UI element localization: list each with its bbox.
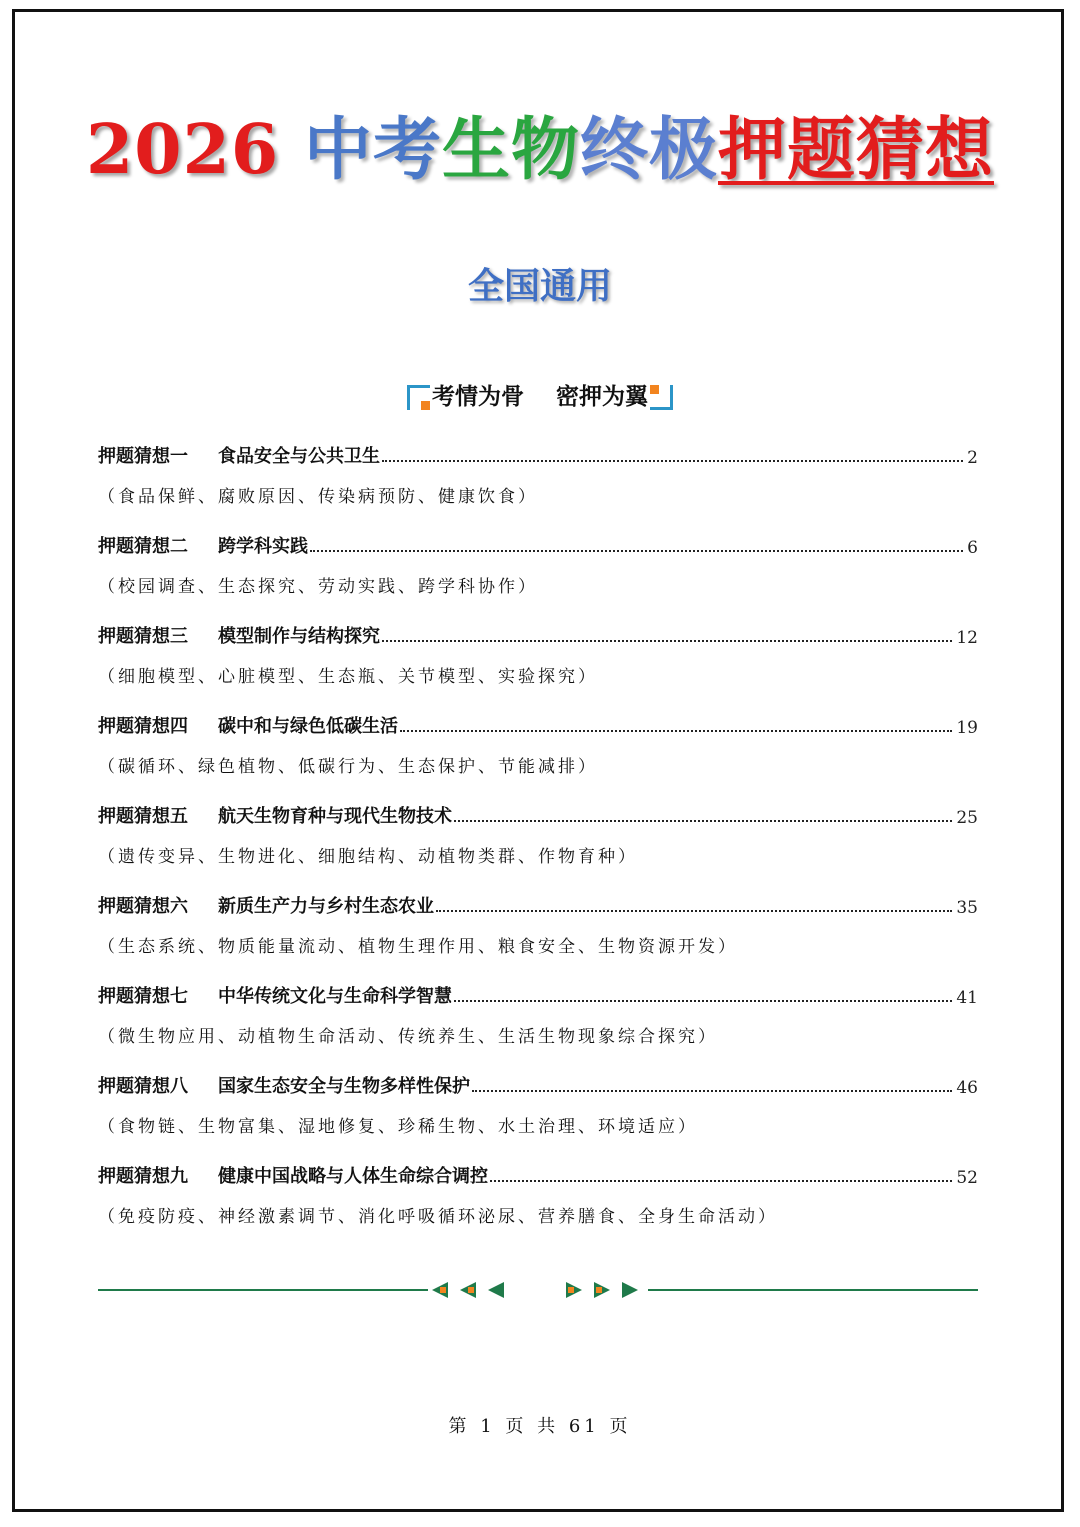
toc-subtitle: （细胞模型、心脏模型、生态瓶、关节模型、实验探究）	[98, 667, 598, 687]
toc-leader-dots	[310, 549, 963, 552]
toc-title: 跨学科实践	[218, 536, 308, 557]
arrow-dot-icon	[440, 1287, 446, 1293]
toc-page: 52	[956, 1168, 978, 1188]
title-part4: 押题猜想	[717, 111, 994, 190]
motto-left: 考情为骨	[431, 384, 524, 410]
toc-page: 19	[956, 718, 978, 738]
toc-leader-dots	[382, 639, 952, 642]
motto-right: 密押为翼	[556, 384, 649, 410]
toc-page: 35	[956, 898, 978, 918]
toc-subtitle: （生态系统、物质能量流动、植物生理作用、粮食安全、生物资源开发）	[98, 937, 738, 957]
toc-number: 押题猜想四	[98, 716, 188, 737]
toc-number: 押题猜想二	[98, 536, 188, 557]
title-part2: 生物	[441, 111, 580, 190]
toc-number: 押题猜想六	[98, 896, 188, 917]
toc-title: 模型制作与结构探究	[218, 626, 380, 647]
toc-subtitle: （遗传变异、生物进化、细胞结构、动植物类群、作物育种）	[98, 847, 638, 867]
arrow-left-icon	[488, 1282, 504, 1298]
toc-item[interactable]	[98, 436, 978, 526]
toc-page: 6	[967, 538, 978, 558]
document-title	[0, 110, 1080, 191]
toc-leader-dots	[382, 459, 963, 462]
toc-title: 航天生物育种与现代生物技术	[218, 806, 452, 827]
toc-page: 41	[956, 988, 978, 1008]
title-part3: 终极	[579, 111, 718, 190]
toc-item[interactable]	[98, 976, 978, 1066]
arrow-dot-icon	[596, 1287, 602, 1293]
toc-page: 46	[956, 1078, 978, 1098]
toc-leader-dots	[454, 819, 952, 822]
toc-page: 25	[956, 808, 978, 828]
toc-leader-dots	[472, 1089, 952, 1092]
toc-page: 2	[967, 448, 978, 468]
toc-title: 中华传统文化与生命科学智慧	[218, 986, 452, 1007]
arrow-right-icon	[622, 1282, 638, 1298]
toc-subtitle: （碳循环、绿色植物、低碳行为、生态保护、节能减排）	[98, 757, 598, 777]
title-part1: 中考	[303, 111, 442, 190]
toc-title: 新质生产力与乡村生态农业	[218, 896, 434, 917]
toc-leader-dots	[436, 909, 952, 912]
toc-number: 押题猜想一	[98, 446, 188, 467]
divider-line-left	[98, 1289, 428, 1291]
toc-page: 12	[956, 628, 978, 648]
toc-number: 押题猜想五	[98, 806, 188, 827]
toc-subtitle: （校园调查、生态探究、劳动实践、跨学科协作）	[98, 577, 538, 597]
toc-leader-dots	[400, 729, 952, 732]
toc-title: 食品安全与公共卫生	[218, 446, 380, 467]
document-subtitle: 全国通用	[467, 266, 612, 307]
decorative-divider	[98, 1280, 978, 1300]
title-year: 2026	[85, 110, 280, 190]
toc-item[interactable]	[98, 1156, 978, 1246]
toc-leader-dots	[454, 999, 952, 1002]
divider-line-right	[648, 1289, 978, 1291]
toc-subtitle: （食物链、生物富集、湿地修复、珍稀生物、水土治理、环境适应）	[98, 1117, 698, 1137]
arrow-dot-icon	[468, 1287, 474, 1293]
bracket-left-icon	[407, 385, 430, 410]
toc-number: 押题猜想三	[98, 626, 188, 647]
toc-item[interactable]	[98, 526, 978, 616]
bracket-right-icon	[650, 385, 673, 410]
toc-number: 押题猜想七	[98, 986, 188, 1007]
toc-number: 押题猜想九	[98, 1166, 188, 1187]
page-footer: 第 1 页 共 61 页	[448, 1416, 632, 1437]
toc-number: 押题猜想八	[98, 1076, 188, 1097]
toc-leader-dots	[490, 1179, 952, 1182]
toc-item[interactable]	[98, 1066, 978, 1156]
toc-subtitle: （免疫防疫、神经激素调节、消化呼吸循环泌尿、营养膳食、全身生命活动）	[98, 1207, 778, 1227]
toc-title: 碳中和与绿色低碳生活	[218, 716, 398, 737]
toc-item[interactable]	[98, 796, 978, 886]
toc-item[interactable]	[98, 706, 978, 796]
toc-item[interactable]	[98, 886, 978, 976]
toc-subtitle: （食品保鲜、腐败原因、传染病预防、健康饮食）	[98, 487, 538, 507]
toc-subtitle: （微生物应用、动植物生命活动、传统养生、生活生物现象综合探究）	[98, 1027, 718, 1047]
arrow-dot-icon	[568, 1287, 574, 1293]
toc-title: 健康中国战略与人体生命综合调控	[218, 1166, 488, 1187]
toc-item[interactable]	[98, 616, 978, 706]
table-of-contents	[98, 436, 978, 1246]
toc-title: 国家生态安全与生物多样性保护	[218, 1076, 470, 1097]
motto	[0, 378, 1080, 411]
